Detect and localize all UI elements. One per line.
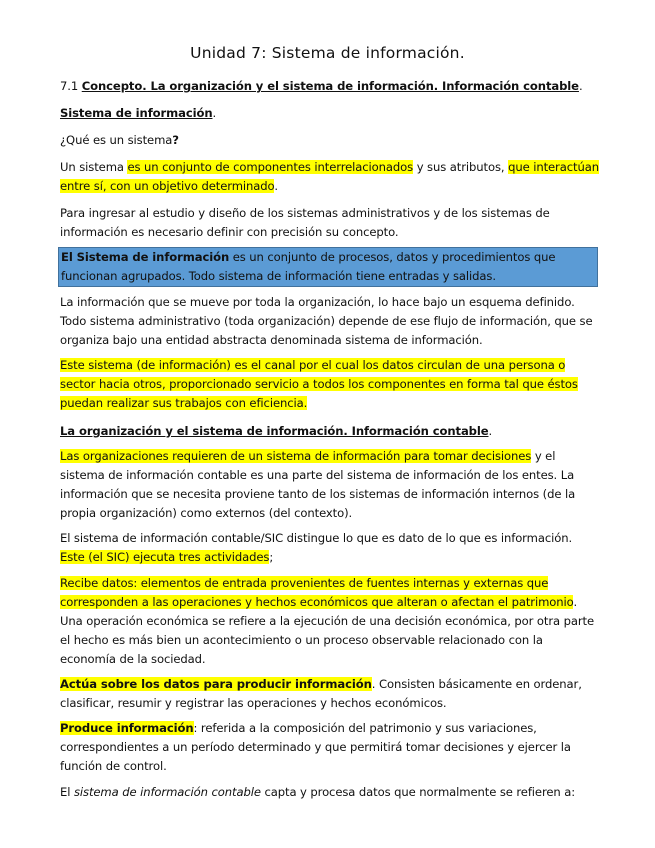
subheading-suffix: . bbox=[488, 424, 493, 438]
highlight-run: Recibe datos: elementos de entrada provenientes de fuentes internas y externas que corresponden a las operaciones y hechos económicos que alteran o afectan el patrimonio bbox=[60, 576, 574, 609]
subheading-organizacion-sistema bbox=[60, 422, 600, 441]
paragraph-definicion-sistema bbox=[60, 158, 600, 196]
text-run: capta y procesa datos que normalmente se refieren a: bbox=[260, 785, 576, 799]
highlight-run: Produce información bbox=[60, 721, 194, 735]
section-heading-text: Concepto. La organización y el sistema de información. Información contable bbox=[81, 79, 579, 93]
section-heading-7-1 bbox=[60, 77, 600, 96]
section-number: 7.1 bbox=[60, 79, 82, 93]
text-run: es un conjunto de procesos, datos y procedimientos que funcionan agrupados. Todo sistema de información tiene entradas y salidas. bbox=[61, 250, 556, 283]
page-title: Unidad 7: Sistema de información. bbox=[190, 44, 465, 62]
question-que-es-un-sistema bbox=[60, 131, 600, 150]
text-run: y sus atributos, bbox=[413, 160, 509, 174]
paragraph-organizaciones bbox=[60, 447, 600, 523]
subheading-text: La organización y el sistema de información. Información contable bbox=[60, 424, 489, 438]
paragraph-actua bbox=[60, 675, 600, 713]
text-run: . Una operación económica se refiere a la ejecución de una decisión económica, por otra parte el hecho es más bien un acontecimiento o un proceso observable relacionado con la economía de la sociedad. bbox=[60, 595, 594, 666]
heading-suffix: . bbox=[578, 79, 583, 93]
text-run: . bbox=[274, 179, 278, 193]
highlight-run: Este (el SIC) ejecuta tres actividades bbox=[60, 550, 270, 564]
paragraph-informacion-se-mueve: La información que se mueve por toda la organización, lo hace bajo un esquema definido. Todo sistema administrativo (toda organización) depende de ese flujo de información, que se organiza bajo una entidad abstracta denominada sistema de información. bbox=[60, 295, 593, 347]
highlight-run: Las organizaciones requieren de un sistema de información para tomar decisiones bbox=[60, 449, 532, 463]
paragraph-recibe-datos bbox=[60, 574, 600, 669]
text-run: Un sistema bbox=[60, 160, 128, 174]
paragraph-canal bbox=[60, 356, 600, 413]
question-mark: ? bbox=[172, 133, 179, 147]
paragraph-sic bbox=[60, 529, 600, 567]
text-run: ; bbox=[269, 550, 274, 564]
text-run: El bbox=[60, 785, 74, 799]
subheading-suffix: . bbox=[212, 106, 217, 120]
text-run: El sistema de información contable/SIC distingue lo que es dato de lo que es información. bbox=[60, 531, 573, 545]
question-text: ¿Qué es un sistema bbox=[60, 133, 173, 147]
paragraph-sic-capta bbox=[60, 783, 600, 802]
subheading-text: Sistema de información bbox=[60, 106, 213, 120]
highlight-run: Este sistema (de información) es el canal por el cual los datos circulan de una persona o sector hacia otros, proporcionado servicio a todos los componentes en forma tal que éstos puedan realizar sus trabajos con eficiencia. bbox=[60, 358, 578, 410]
text-run: . Consisten básicamente en ordenar, clasificar, resumir y registrar las operaciones y hechos económicos. bbox=[60, 677, 582, 710]
italic-run: sistema de información contable bbox=[73, 785, 261, 799]
subheading-sistema-de-informacion bbox=[60, 104, 600, 123]
highlight-run: es un conjunto de componentes interrelacionados bbox=[127, 160, 414, 174]
paragraph-para-ingresar: Para ingresar al estudio y diseño de los sistemas administrativos y de los sistemas de información es necesario definir con precisión su concepto. bbox=[60, 206, 550, 239]
bold-run: El Sistema de información bbox=[61, 250, 230, 264]
highlight-run: que interactúan entre sí, con un objetivo determinado bbox=[60, 160, 599, 193]
paragraph-sistema-de-informacion-box bbox=[58, 247, 598, 287]
text-run: : referida a la composición del patrimonio y sus variaciones, correspondientes a un período determinado y que permitirá tomar decisiones y ejercer la función de control. bbox=[60, 721, 571, 773]
highlight-run: Actúa sobre los datos para producir información bbox=[60, 677, 372, 691]
paragraph-produce bbox=[60, 719, 600, 776]
text-run: y el sistema de información contable es una parte del sistema de información de los entes. La información que se necesita proviene tanto de los sistemas de información internos (de la propia organización) como externos (del contexto). bbox=[60, 449, 576, 520]
